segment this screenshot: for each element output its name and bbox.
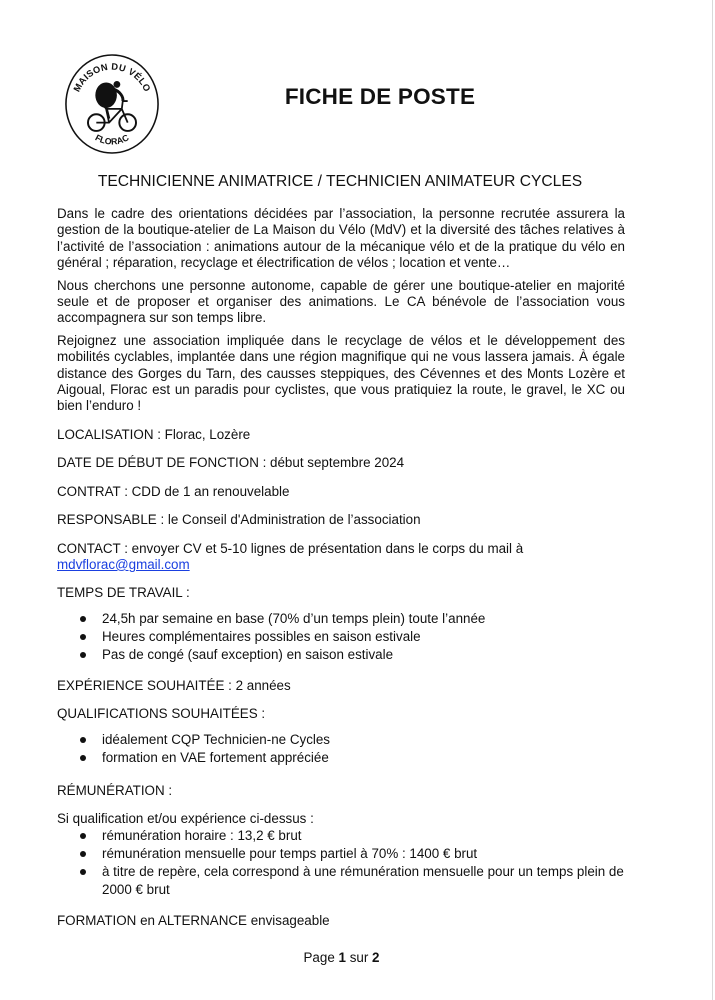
logo-bottom-text: FLORAC <box>93 132 131 147</box>
list-item: idéalement CQP Technicien-ne Cycles <box>57 731 625 749</box>
responsable-field: RESPONSABLE : le Conseil d'Administration de l’association <box>57 512 421 528</box>
list-item: 24,5h par semaine en base (70% d’un temps plein) toute l’année <box>57 610 625 628</box>
maison-du-velo-logo <box>63 52 161 156</box>
qualifications-heading: QUALIFICATIONS SOUHAITÉES : <box>57 706 266 722</box>
page-title: FICHE DE POSTE <box>284 84 476 109</box>
page-edge-line <box>712 0 713 1000</box>
remuneration-list <box>57 827 625 899</box>
formation-field: FORMATION en ALTERNANCE envisageable <box>57 913 330 929</box>
list-item: à titre de repère, cela correspond à une rémunération mensuelle pour un temps plein de 2000 € brut <box>57 863 625 899</box>
page-footer <box>0 950 683 965</box>
qualifications-list <box>57 731 625 767</box>
list-item: Pas de congé (sauf exception) en saison estivale <box>57 646 625 664</box>
list-item: formation en VAE fortement appréciée <box>57 749 625 767</box>
document-body <box>57 206 625 942</box>
svg-text:FLORAC <box>94 132 131 147</box>
contract-field: CONTRAT : CDD de 1 an renouvelable <box>57 483 290 499</box>
work-time-heading: TEMPS DE TRAVAIL : <box>57 585 190 601</box>
list-item: rémunération mensuelle pour temps partiel à 70% : 1400 € brut <box>57 845 625 863</box>
work-time-list <box>57 610 625 664</box>
current-page-number: 1 <box>338 950 346 965</box>
of-word: sur <box>349 950 369 965</box>
region-paragraph: Rejoignez une association impliquée dans le recyclage de vélos et le développement des mobilités cyclables, implantée dans une région magnifique qui ne vous lassera jamais. À égale distance des Gorges du Tarn, des causses steppiques, des Cévennes et des Monts Lozère et Aigoual, Florac est un paradis pour cyclistes, que vous pratiquiez la route, le gravel, le XC ou bien l’enduro ! <box>57 332 625 414</box>
contact-field <box>57 541 625 574</box>
remuneration-heading: RÉMUNÉRATION : <box>57 782 173 798</box>
page-word: Page <box>303 950 335 965</box>
job-title: TECHNICIENNE ANIMATRICE / TECHNICIEN ANIMATEUR CYCLES <box>97 173 583 190</box>
list-item: Heures complémentaires possibles en saison estivale <box>57 628 625 646</box>
contact-email-link[interactable]: mdvflorac@gmail.com <box>57 556 190 572</box>
intro-paragraph: Dans le cadre des orientations décidées par l’association, la personne recrutée assurera la gestion de la boutique-atelier de La Maison du Vélo (MdV) et la diversité des tâches relatives à l’activité de l’association : animations autour de la mécanique vélo et de la pratique du vélo en général ; réparation, recyclage et électrification de vélos ; location et vente… <box>57 206 625 271</box>
start-date-field: DATE DE DÉBUT DE FONCTION : début septembre 2024 <box>57 455 405 471</box>
remuneration-intro: Si qualification et/ou expérience ci-dessus : <box>57 810 314 826</box>
contact-text: CONTACT : envoyer CV et 5-10 lignes de présentation dans le corps du mail à <box>57 540 524 556</box>
localisation-field: LOCALISATION : Florac, Lozère <box>57 426 251 442</box>
total-pages-number: 2 <box>372 950 380 965</box>
experience-field: EXPÉRIENCE SOUHAITÉE : 2 années <box>57 677 291 693</box>
logo-top-text: MAISON DU VÉLO <box>71 61 153 94</box>
list-item: rémunération horaire : 13,2 € brut <box>57 827 625 845</box>
profile-paragraph: Nous cherchons une personne autonome, capable de gérer une boutique-atelier en majorité seule et de proposer et organiser des animations. Le CA bénévole de l’association vous accompagnera sur son temps libre. <box>57 277 625 326</box>
